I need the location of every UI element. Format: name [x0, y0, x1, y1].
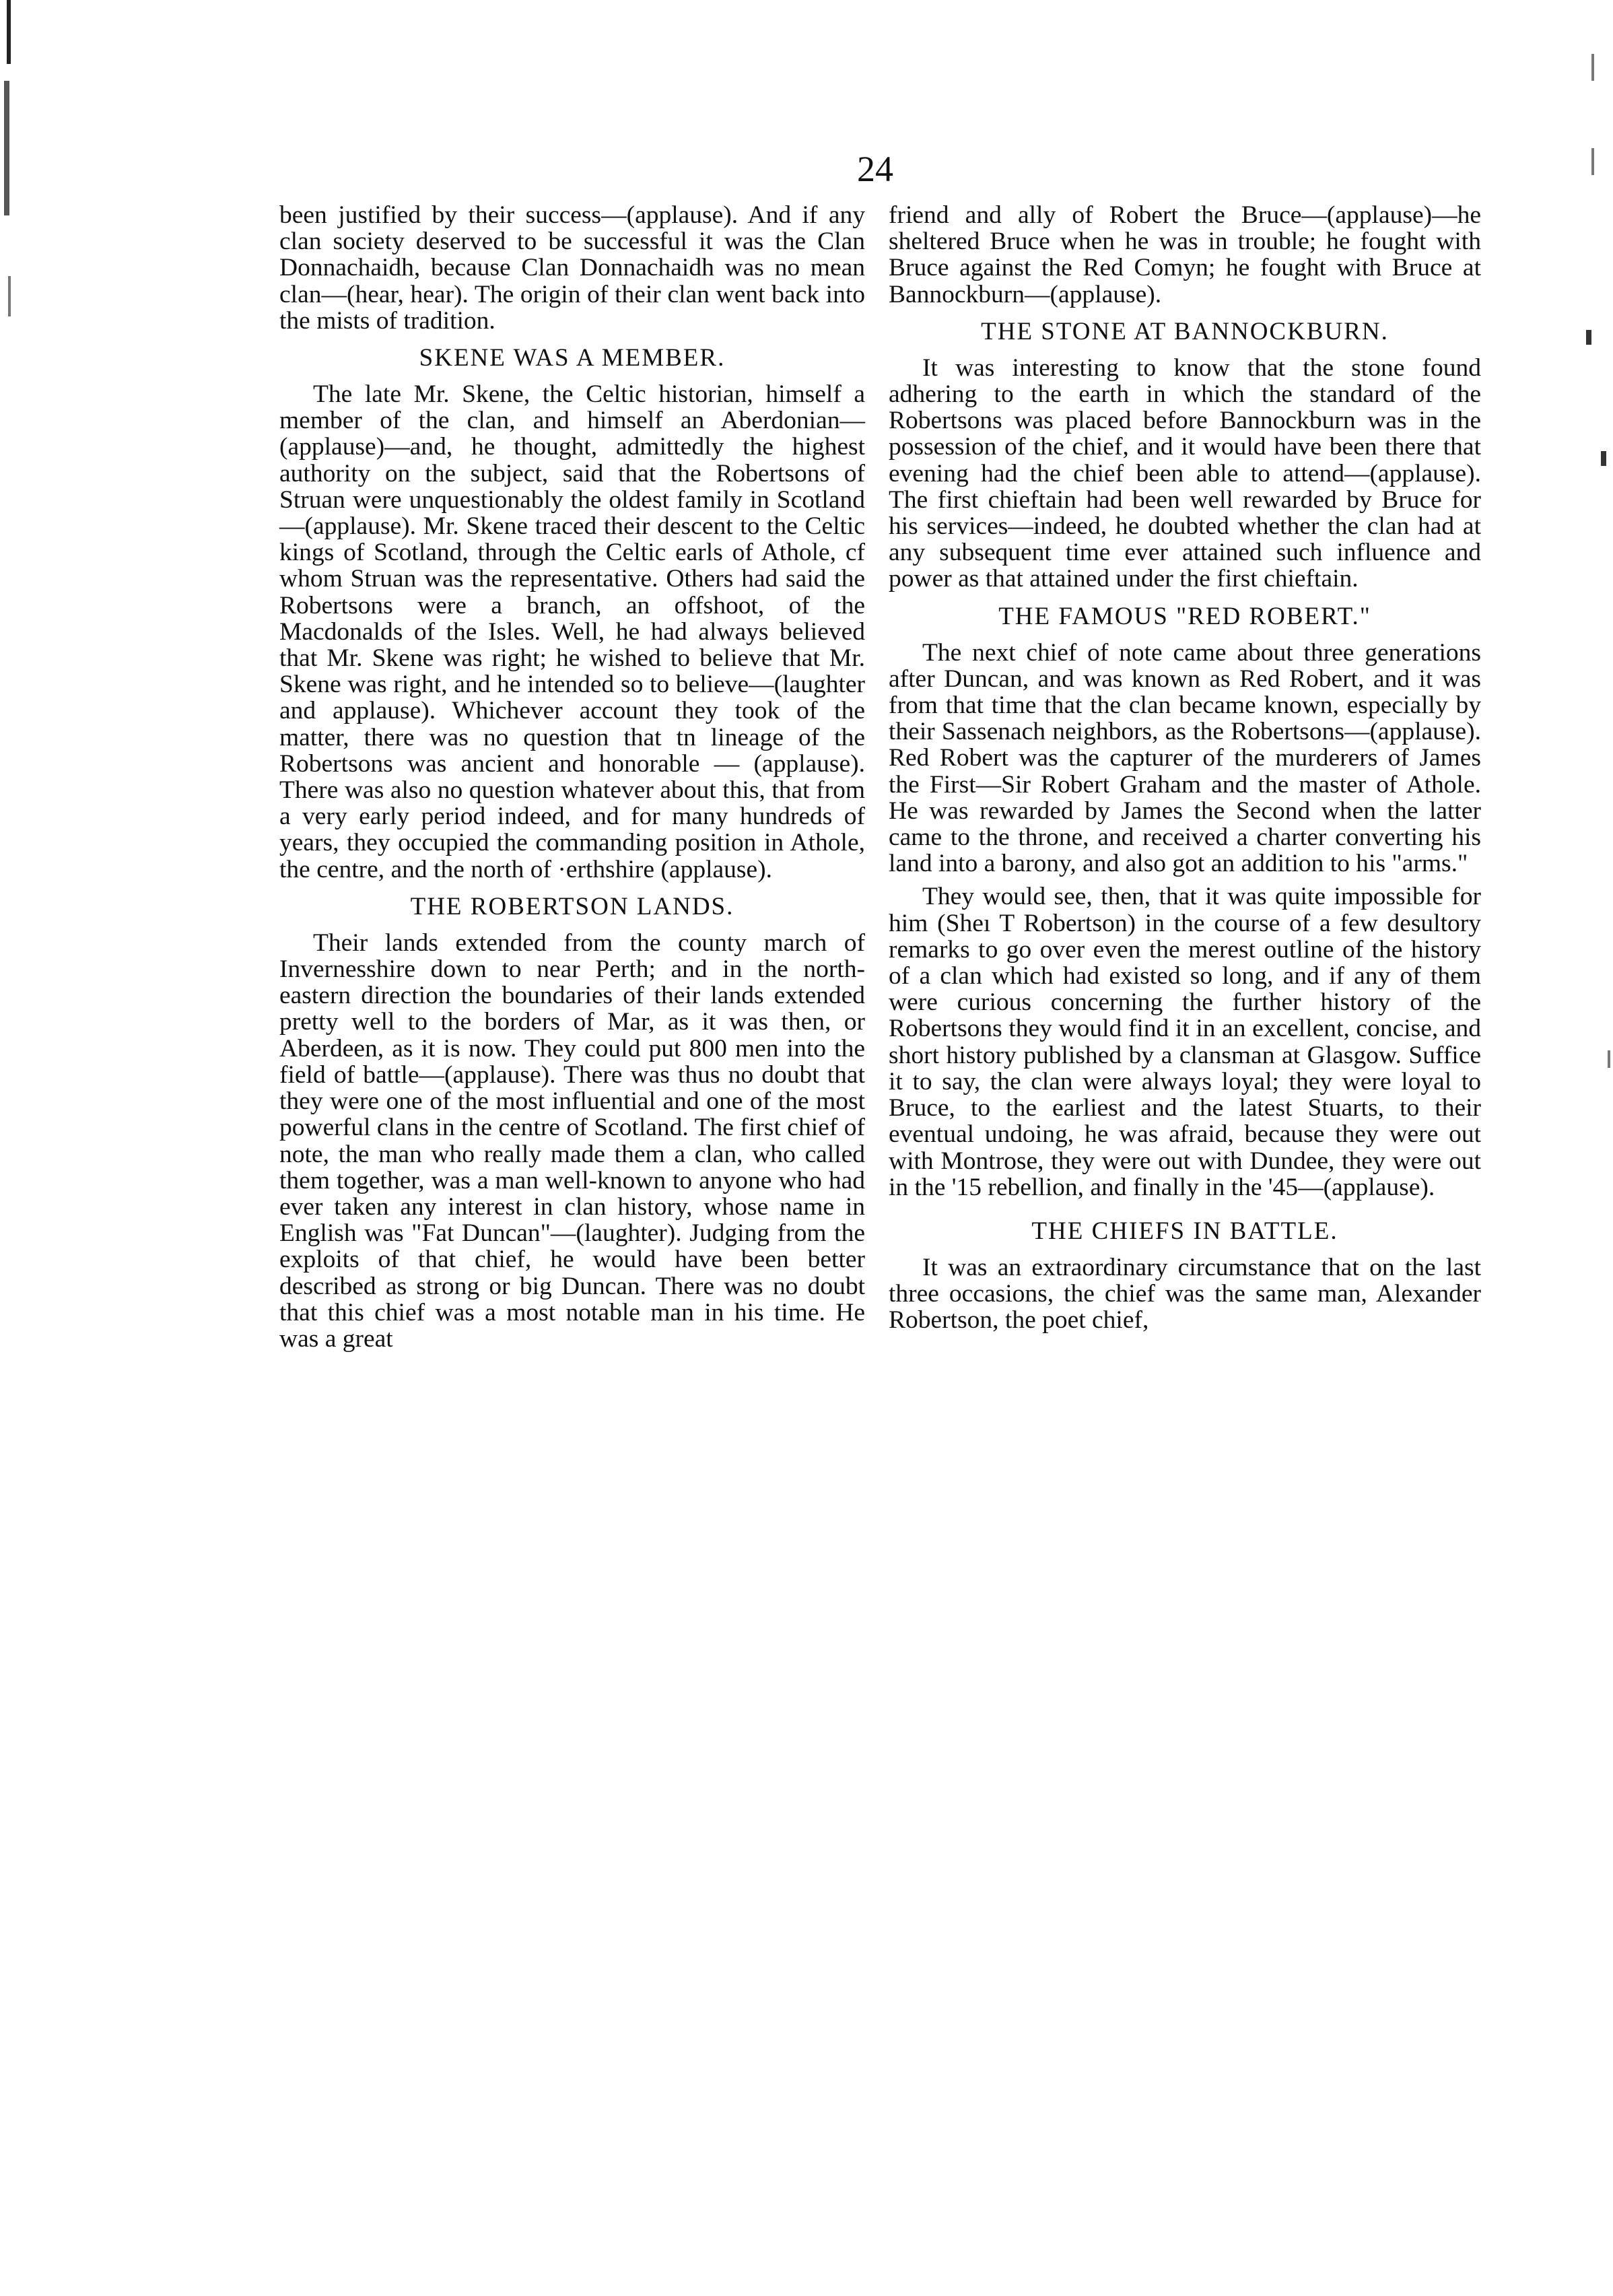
paragraph: The late Mr. Skene, the Celtic historian, himself a member of the clan, and himself an Aberdonian—(applause)—and, he thought, admittedly the highest authority on the subject, said that the Robertsons of Struan were unquestionably the oldest family in Scotland—(applause). Mr. Skene traced their descent to the Celtic kings of Scotland, through the Celtic earls of Athole, cf whom Struan was the representative. Others had said the Robertsons were a branch, an offshoot, of the Macdonalds of the Isles. Well, he had always believed that Mr. Skene was right; he wished to believe that Mr. Skene was right, and he intended so to believe—(laughter and applause). Whichever account they took of the matter, there was no question that tn⁠ lineage of the Robertsons was ancient and honorable — (applause). There was also no question whatever about this, that from a very early period indeed, and for many hundreds of years, they occupied the commanding position in Athole, the centre, and the north of ·erthshire (applause). [279, 380, 865, 883]
left-column [279, 202, 865, 1352]
section-heading: THE STONE AT BANNOCKBURN. [981, 317, 1389, 345]
paragraph: Their lands extended from the county march of Invernesshire down to near Perth; and in the north-eastern direction the boundaries of their lands extended pretty well to the borders of Mar, as it was then, or Aberdeen, as it is now. They could put 800 men into the field of battle—(applause). There was thus no doubt that they were one of the most influential and one of the most powerful clans in the centre of Scotland. The first chief of note, the man who really made them a clan, who called them together, was a man well-known to anyone who had ever taken any interest in clan history, whose name in English was "Fat Duncan"—(laughter). Judging from the exploits of that chief, he would have been better described as strong or big Duncan. There was no doubt that this chief was a most notable man in his time. He was a great [279, 928, 865, 1353]
paragraph: It was interesting to know that the stone found adhering to the earth in which the standard of the Robertsons was placed before Bannockburn was in the possession of the chief, and it would have been there that evening had the chief been able to attend—(applause). The first chieftain had been well rewarded by Bruce for his services—indeed, he doubted whether the clan had at any subsequent time ever attained such influence and power as that attained under the first chieftain. [889, 353, 1481, 593]
scan-edge-mark [1591, 54, 1594, 81]
right-column [889, 202, 1481, 1334]
paragraph: It was an extraordinary circumstance that on the last three occasions, the chief was the same man, Alexander Robertson, the poet chief, [889, 1253, 1481, 1335]
paragraph: been justified by their success—(applause). And if any clan society deserved to be successful it was the Clan Donnachaidh, because Clan Donnachaidh was no mean clan—(hear, hear). The origin of their clan went back into the mists of tradition. [279, 201, 865, 335]
scan-edge-mark [7, 0, 11, 64]
paragraph: They would see, then, that it was quite impossible for him (Sheı T Robertson) in the course of a few desultory remarks to go over even the merest outline of the history of a clan which had existed so long, and if any of them were curious concerning the further history of the Robertsons they would find it in an excellent, concise, and short history published by a clansman at Glasgow. Suffice it to say, the clan were always loyal; they were loyal to Bruce, to the earliest and the latest Stuarts, to their eventual undoing, he was afraid, because they were out with Montrose, they were out with Dundee, they were out in the '15 rebellion, and finally in the '45—(applause). [889, 883, 1481, 1201]
scan-edge-mark [8, 276, 11, 316]
section-heading: SKENE WAS A MEMBER. [419, 344, 726, 372]
section-heading: THE ROBERTSON LANDS. [410, 892, 734, 920]
scan-edge-mark [1586, 330, 1591, 345]
page-number: 24 [857, 149, 893, 189]
scan-edge-mark [1608, 1050, 1610, 1068]
scan-edge-mark [4, 81, 9, 215]
section-heading: THE CHIEFS IN BATTLE. [1031, 1217, 1338, 1245]
paragraph: The next chief of note came about three generations after Duncan, and was known as Red Robert, and it was from that time that the clan became known, especially by their Sassenach neighbors, as the Robertsons—(applause). Red Robert was the capturer of the murderers of James the First—Sir Robert Graham and the master of Athole. He was rewarded by James the Second when the latter came to the throne, and received a charter converting his land into a barony, and also got an addition to his "arms." [889, 638, 1481, 878]
scan-edge-mark [1591, 148, 1594, 175]
section-heading: THE FAMOUS "RED ROBERT." [998, 602, 1371, 630]
scan-edge-mark [1601, 451, 1606, 466]
paragraph: friend and ally of Robert the Bruce—(applause)—he sheltered Bruce when he was in trouble; he fought with Bruce against the Red Comyn; he fought with Bruce at Bannockburn—(applause). [889, 201, 1481, 308]
